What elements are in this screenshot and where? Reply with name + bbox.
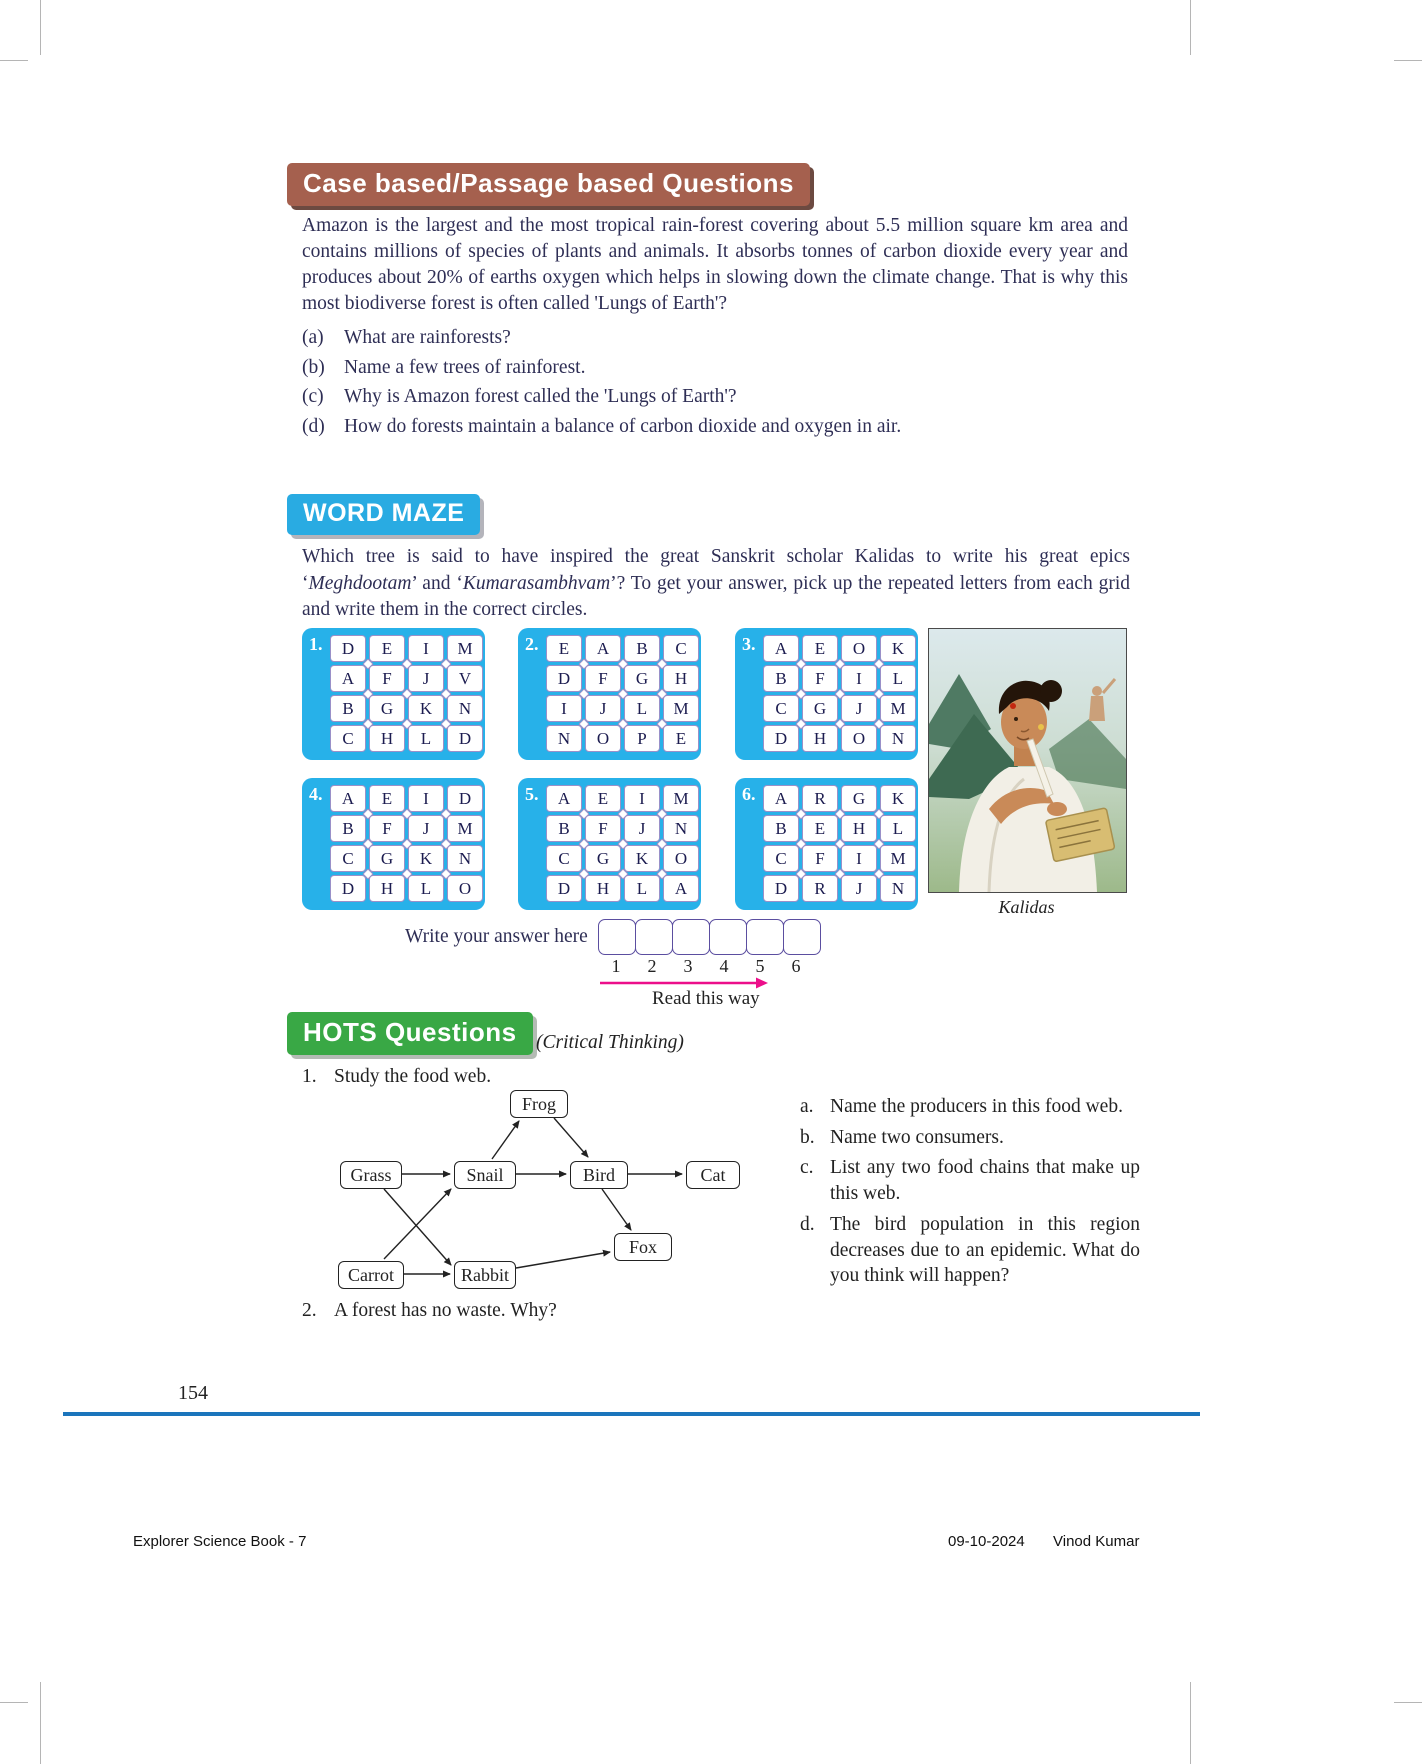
case-based-banner: Case based/Passage based Questions [287, 163, 810, 206]
question-text: The bird population in this region decreases due to an epidemic. What do you think will happen? [830, 1213, 1140, 1287]
case-question-list [302, 327, 1128, 445]
letter-cell: E [369, 785, 405, 812]
footer-rule [63, 1412, 1200, 1416]
letter-grid [763, 635, 916, 752]
answer-boxes [598, 919, 820, 955]
letter-grid [763, 785, 916, 902]
word-maze-grid-4 [302, 778, 485, 910]
answer-box [598, 919, 636, 955]
letter-cell: I [624, 785, 660, 812]
letter-cell: H [585, 875, 621, 902]
letter-cell: B [624, 635, 660, 662]
letter-cell: E [585, 785, 621, 812]
question-label: (b) [302, 356, 325, 378]
letter-cell: B [763, 815, 799, 842]
case-question-b [302, 357, 1128, 379]
epic-title-meghdootam: Meghdootam [308, 572, 412, 594]
letter-cell: K [624, 845, 660, 872]
question-text: List any two food chains that make up this web. [830, 1157, 1140, 1205]
hots-question-2 [302, 1300, 557, 1322]
letter-cell: I [841, 665, 877, 692]
letter-cell: A [663, 875, 699, 902]
question-label: (d) [302, 415, 325, 437]
word-maze-grid-3 [735, 628, 918, 760]
footer-date: 09-10-2024 [948, 1533, 1025, 1550]
food-web-node-rabbit: Rabbit [454, 1261, 516, 1289]
letter-cell: A [763, 785, 799, 812]
crop-mark [0, 60, 28, 61]
intro-text: Which tree is said to have inspired the great Sanskrit scholar Kalidas to write his great epics ‘ [302, 546, 1130, 594]
letter-cell: A [330, 785, 366, 812]
question-label: (c) [302, 386, 324, 407]
letter-cell: J [585, 695, 621, 722]
hots-sub-question-b [800, 1125, 1140, 1151]
letter-cell: H [369, 875, 405, 902]
question-number: 1. [302, 1066, 317, 1087]
answer-box [635, 919, 673, 955]
letter-cell: E [546, 635, 582, 662]
letter-cell: I [546, 695, 582, 722]
word-maze-grid-5 [518, 778, 701, 910]
letter-cell: I [408, 785, 444, 812]
letter-cell: F [802, 665, 838, 692]
letter-cell: A [763, 635, 799, 662]
letter-cell: B [763, 665, 799, 692]
letter-cell: D [546, 875, 582, 902]
food-web-diagram [302, 1085, 782, 1317]
case-question-d [302, 416, 1128, 438]
letter-cell: V [447, 665, 483, 692]
question-label: a. [800, 1096, 814, 1117]
kalidas-painting [928, 628, 1127, 893]
hots-sub-questions [800, 1094, 1140, 1294]
letter-cell: R [802, 875, 838, 902]
letter-cell: D [546, 665, 582, 692]
letter-cell: D [447, 785, 483, 812]
letter-cell: L [624, 695, 660, 722]
answer-number: 2 [647, 956, 657, 976]
letter-cell: C [763, 845, 799, 872]
letter-cell: K [880, 635, 916, 662]
letter-cell: L [880, 815, 916, 842]
letter-cell: O [841, 725, 877, 752]
question-text: How do forests maintain a balance of carbon dioxide and oxygen in air. [344, 415, 902, 437]
letter-cell: K [408, 695, 444, 722]
crop-mark [1394, 1702, 1422, 1703]
letter-cell: G [369, 845, 405, 872]
letter-cell: D [763, 875, 799, 902]
question-text: Why is Amazon forest called the 'Lungs of Earth'? [344, 386, 737, 407]
letter-cell: G [802, 695, 838, 722]
question-text: A forest has no waste. Why? [334, 1300, 557, 1321]
read-this-way-label: Read this way [652, 988, 760, 1009]
letter-cell: N [880, 875, 916, 902]
footer-book-title: Explorer Science Book - 7 [133, 1533, 307, 1550]
letter-cell: E [663, 725, 699, 752]
letter-cell: F [585, 815, 621, 842]
crop-mark [1394, 60, 1422, 61]
grid-number: 4. [309, 784, 323, 804]
letter-cell: N [880, 725, 916, 752]
crop-mark [1190, 0, 1191, 55]
word-maze-banner: WORD MAZE [287, 494, 480, 535]
letter-cell: E [369, 635, 405, 662]
answer-label: Write your answer here [405, 926, 588, 947]
intro-text: ’? To get your answer, pick up the repeated letters from each grid and write them in the correct circles. [302, 572, 1130, 621]
crop-mark [40, 1682, 41, 1764]
hots-sub-question-c [800, 1155, 1140, 1206]
crop-mark [40, 0, 41, 55]
letter-cell: N [663, 815, 699, 842]
question-text: What are rainforests? [344, 327, 511, 348]
question-text: Study the food web. [334, 1066, 492, 1087]
letter-cell: G [585, 845, 621, 872]
letter-cell: F [369, 815, 405, 842]
word-maze-grid-6 [735, 778, 918, 910]
letter-cell: D [763, 725, 799, 752]
question-text: Name a few trees of rainforest. [344, 356, 586, 378]
crop-mark [1190, 1682, 1191, 1764]
letter-cell: N [447, 845, 483, 872]
case-question-a [302, 327, 1128, 349]
letter-cell: A [330, 665, 366, 692]
letter-cell: F [369, 665, 405, 692]
letter-cell: O [447, 875, 483, 902]
letter-cell: M [663, 695, 699, 722]
letter-cell: A [546, 785, 582, 812]
letter-cell: G [369, 695, 405, 722]
letter-cell: C [663, 635, 699, 662]
food-web-node-snail: Snail [454, 1161, 516, 1189]
food-web-node-carrot: Carrot [338, 1261, 404, 1289]
letter-grid [330, 785, 483, 902]
question-label: d. [800, 1213, 815, 1235]
kalidas-caption: Kalidas [998, 897, 1055, 917]
letter-cell: B [330, 815, 366, 842]
kalidas-illustration [929, 629, 1126, 892]
letter-cell: C [330, 845, 366, 872]
hots-sub-question-d [800, 1212, 1140, 1289]
letter-grid [546, 635, 699, 752]
food-web-node-fox: Fox [614, 1233, 672, 1261]
letter-cell: N [546, 725, 582, 752]
letter-cell: O [663, 845, 699, 872]
letter-cell: M [447, 815, 483, 842]
amazon-passage: Amazon is the largest and the most tropical rain-forest covering about 5.5 million square km area and contains millions of species of plants and animals. It absorbs tonnes of carbon dioxide every year and produces about 20% of earths oxygen which helps in slowing down the climate change. That is why this most biodiverse forest is often called 'Lungs of Earth'? [302, 215, 1128, 315]
letter-cell: P [624, 725, 660, 752]
answer-number: 6 [791, 956, 801, 976]
letter-cell: E [802, 635, 838, 662]
grid-number: 6. [742, 784, 756, 804]
letter-cell: L [408, 875, 444, 902]
question-label: (a) [302, 327, 324, 348]
letter-cell: K [408, 845, 444, 872]
food-web-node-cat: Cat [686, 1161, 740, 1189]
letter-cell: I [841, 845, 877, 872]
question-label: c. [800, 1157, 814, 1179]
answer-box [746, 919, 784, 955]
answer-box [709, 919, 747, 955]
letter-cell: E [802, 815, 838, 842]
letter-cell: B [546, 815, 582, 842]
letter-cell: F [802, 845, 838, 872]
question-number: 2. [302, 1300, 317, 1321]
letter-cell: K [880, 785, 916, 812]
letter-cell: D [330, 875, 366, 902]
letter-cell: D [330, 635, 366, 662]
grid-number: 2. [525, 634, 539, 654]
answer-box [672, 919, 710, 955]
letter-cell: L [624, 875, 660, 902]
letter-cell: H [802, 725, 838, 752]
grid-number: 3. [742, 634, 756, 654]
letter-cell: J [841, 695, 877, 722]
footer-author: Vinod Kumar [1053, 1533, 1140, 1550]
letter-cell: I [408, 635, 444, 662]
answer-box [783, 919, 821, 955]
letter-cell: G [841, 785, 877, 812]
question-text: Name two consumers. [830, 1126, 1004, 1148]
letter-cell: O [585, 725, 621, 752]
letter-cell: C [763, 695, 799, 722]
letter-cell: A [585, 635, 621, 662]
hots-sub-question-a [800, 1094, 1140, 1120]
letter-cell: C [546, 845, 582, 872]
letter-cell: L [408, 725, 444, 752]
letter-cell: O [841, 635, 877, 662]
letter-cell: B [330, 695, 366, 722]
food-web-node-grass: Grass [340, 1161, 402, 1189]
case-question-c [302, 386, 1128, 408]
word-maze-grid-2 [518, 628, 701, 760]
letter-cell: N [447, 695, 483, 722]
letter-grid [330, 635, 483, 752]
answer-number: 4 [719, 956, 729, 976]
question-text: Name the producers in this food web. [830, 1096, 1123, 1117]
food-web-node-bird: Bird [570, 1161, 628, 1189]
grid-number: 5. [525, 784, 539, 804]
letter-cell: H [841, 815, 877, 842]
letter-cell: J [624, 815, 660, 842]
answer-number: 3 [683, 956, 693, 976]
answer-number: 1 [611, 956, 621, 976]
letter-cell: J [408, 815, 444, 842]
letter-cell: R [802, 785, 838, 812]
answer-numbers [598, 956, 814, 977]
page-number: 154 [178, 1382, 208, 1404]
grid-number: 1. [309, 634, 323, 654]
food-web-node-frog: Frog [510, 1090, 568, 1118]
letter-cell: J [841, 875, 877, 902]
word-maze-intro [302, 544, 1130, 624]
letter-cell: D [447, 725, 483, 752]
letter-cell: F [585, 665, 621, 692]
letter-cell: M [880, 845, 916, 872]
hots-questions-banner: HOTS Questions [287, 1012, 533, 1055]
epic-title-kumarasambhvam: Kumarasambhvam [462, 572, 611, 594]
letter-cell: M [880, 695, 916, 722]
letter-cell: M [663, 785, 699, 812]
letter-cell: C [330, 725, 366, 752]
question-label: b. [800, 1126, 815, 1148]
word-maze-grid-1 [302, 628, 485, 760]
letter-cell: H [369, 725, 405, 752]
answer-number: 5 [755, 956, 765, 976]
letter-cell: G [624, 665, 660, 692]
intro-text: ’ and ‘ [411, 572, 463, 594]
crop-mark [0, 1702, 28, 1703]
critical-thinking-label: (Critical Thinking) [536, 1032, 684, 1053]
letter-cell: L [880, 665, 916, 692]
letter-cell: H [663, 665, 699, 692]
letter-grid [546, 785, 699, 902]
letter-cell: M [447, 635, 483, 662]
letter-cell: J [408, 665, 444, 692]
